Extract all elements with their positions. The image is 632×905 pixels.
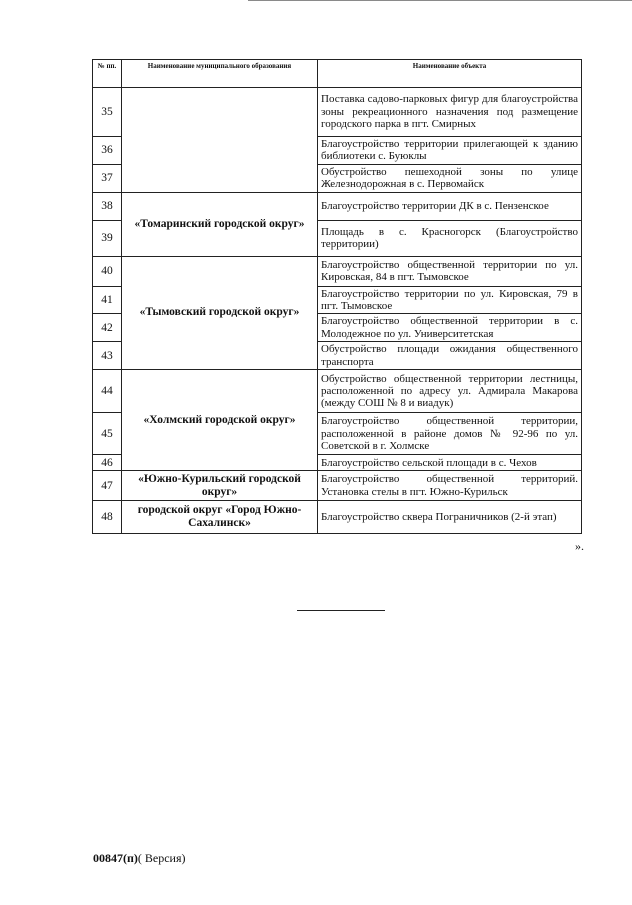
- row-number: 36: [93, 137, 122, 165]
- row-number: 44: [93, 370, 122, 413]
- object-name: Благоустройство сквера Пограничников (2-й этап): [318, 501, 582, 534]
- header-num: № пп.: [93, 60, 122, 88]
- muni-tymovsky: «Тымовский городской округ»: [122, 256, 318, 370]
- header-obj: Наименование объекта: [318, 60, 582, 88]
- footer-code: 00847(п): [93, 851, 138, 865]
- object-name: Благоустройство территории по ул. Кировская, 79 в пгт. Тымовское: [318, 286, 582, 314]
- row-number: 39: [93, 220, 122, 256]
- muni-tomarinsky: «Томаринский городской округ»: [122, 192, 318, 256]
- muni-kholmsky: «Холмский городской округ»: [122, 370, 318, 471]
- object-name: Благоустройство территории ДК в с. Пензенское: [318, 192, 582, 220]
- table-header-row: [93, 60, 582, 88]
- row-number: 35: [93, 88, 122, 137]
- table-row: [93, 471, 582, 501]
- header-muni: Наименование муниципального образования: [122, 60, 318, 88]
- object-name: Обустройство общественной территории лестницы, расположенной по адресу ул. Адмирала Макарова (между СОШ № 8 и виадук): [318, 370, 582, 413]
- object-name: Поставка садово-парковых фигур для благоустройства зоны рекреационного назначения под размещение городского парка в пгт. Смирных: [318, 88, 582, 137]
- muni-cell-empty: [122, 88, 318, 193]
- footer-document-code: [93, 851, 186, 866]
- object-name: Благоустройство территории прилегающей к зданию библиотеки с. Буюклы: [318, 137, 582, 165]
- row-number: 38: [93, 192, 122, 220]
- end-rule: [297, 610, 385, 611]
- table-row: [93, 501, 582, 534]
- footer-version: ( Версия): [137, 851, 186, 865]
- row-number: 40: [93, 256, 122, 286]
- object-name: Площадь в с. Красногорск (Благоустройство территории): [318, 220, 582, 256]
- top-rule: [248, 0, 632, 1]
- object-name: Благоустройство общественной территории по ул. Кировская, 84 в пгт. Тымовское: [318, 256, 582, 286]
- table-row: [93, 88, 582, 137]
- row-number: 41: [93, 286, 122, 314]
- table-row: [93, 370, 582, 413]
- table-row: [93, 192, 582, 220]
- row-number: 48: [93, 501, 122, 534]
- row-number: 43: [93, 342, 122, 370]
- objects-table: [92, 59, 582, 534]
- object-name: Благоустройство общественной территории, расположенной в районе домов № 92-96 по ул. Советской в г. Холмске: [318, 413, 582, 455]
- row-number: 45: [93, 413, 122, 455]
- object-name: Благоустройство общественной территорий. Установка стелы в пгт. Южно-Курильск: [318, 471, 582, 501]
- muni-yuzhno-kurilsky: «Южно-Курильский городской округ»: [122, 471, 318, 501]
- object-name: Благоустройство сельской площади в с. Чехов: [318, 455, 582, 471]
- object-name: Обустройство площади ожидания общественного транспорта: [318, 342, 582, 370]
- row-number: 37: [93, 164, 122, 192]
- object-name: Благоустройство общественной территории в с. Молодежное по ул. Университетская: [318, 314, 582, 342]
- row-number: 42: [93, 314, 122, 342]
- table-row: [93, 256, 582, 286]
- row-number: 46: [93, 455, 122, 471]
- row-number: 47: [93, 471, 122, 501]
- muni-yuzhno-sakhalinsk: городской округ «Город Южно-Сахалинск»: [122, 501, 318, 534]
- object-name: Обустройство пешеходной зоны по улице Железнодорожная в с. Первомайск: [318, 164, 582, 192]
- closing-quote-mark: ».: [575, 539, 584, 553]
